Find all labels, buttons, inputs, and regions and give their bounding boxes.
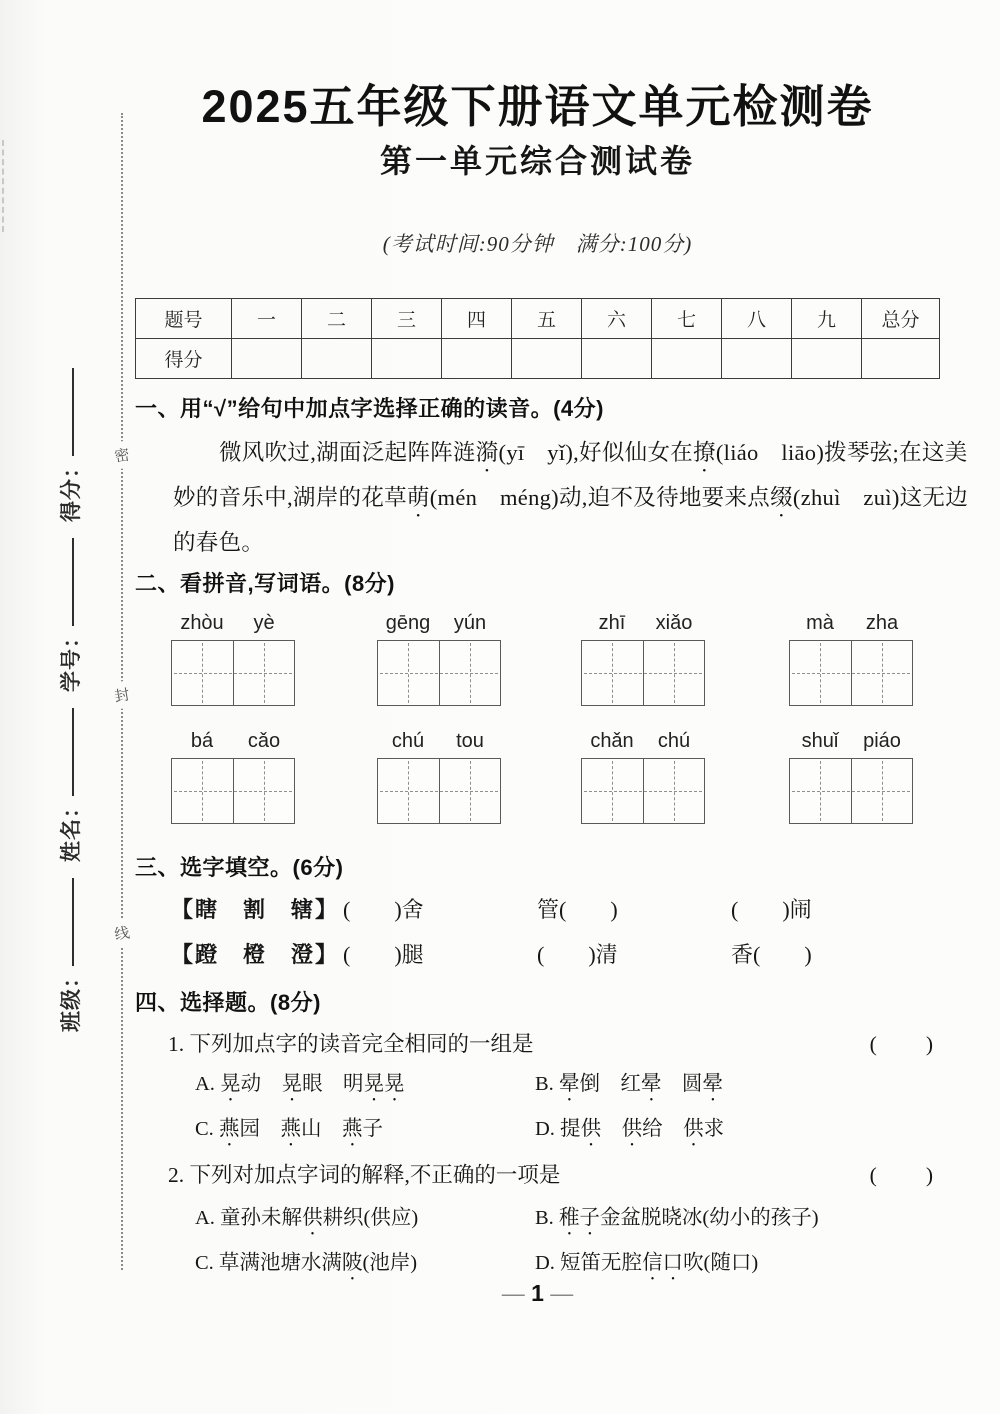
pinyin-word-group: [581, 612, 705, 706]
pinyin-word-group: [171, 612, 295, 706]
score-table: [135, 298, 940, 379]
emphasized-char: 撩: [693, 440, 716, 465]
student-info-field-label: 得分：: [60, 456, 83, 522]
write-cell: [233, 641, 295, 705]
student-info-field-label: 班级：: [60, 966, 83, 1032]
emphasized-char: 供: [683, 1118, 704, 1140]
pinyin-row-1: [135, 612, 940, 714]
choice-characters: 【蹬 橙 澄】: [171, 942, 340, 967]
fill-blank-item: ( )清: [537, 942, 618, 967]
question-1-stem: 1. 下列加点字的读音完全相同的一组是: [168, 1032, 534, 1056]
answer-option: C. 草满池塘水满陂(池岸): [195, 1252, 418, 1274]
emphasized-char: 供: [302, 1207, 323, 1229]
write-cell: [172, 641, 233, 705]
fill-blank-row-2: [171, 938, 940, 969]
score-input-cell: [232, 339, 302, 379]
character-write-box: [377, 640, 501, 706]
character-write-box: [171, 640, 295, 706]
pinyin-syllable: mà: [806, 612, 834, 634]
write-cell: [790, 759, 851, 823]
score-input-cell: [512, 339, 582, 379]
write-cell: [582, 759, 643, 823]
student-info-field: [60, 368, 83, 522]
student-info-field-blank: [70, 878, 74, 966]
section1-score: (4分): [553, 396, 604, 421]
pinyin-syllable: bá: [190, 730, 214, 752]
score-table-header-cell: 七: [652, 299, 722, 339]
score-input-cell: [582, 339, 652, 379]
pinyin-labels: [171, 612, 295, 640]
choice-characters: 【瞎 割 辖】: [171, 897, 340, 922]
emphasized-char: 燕: [341, 1118, 363, 1140]
fill-blank-row-1: [171, 893, 940, 924]
section4-heading-text: 四、选择题。: [135, 990, 271, 1015]
pinyin-syllable: zha: [865, 612, 899, 634]
emphasized-char: 晃: [281, 1073, 303, 1095]
pinyin-word-group: [377, 612, 501, 706]
answer-option: B. 稚子金盆脱晓冰(幼小的孩子): [535, 1207, 819, 1229]
student-info-field: [60, 538, 83, 692]
scan-edge-artifact: [2, 140, 4, 232]
score-input-cell: [862, 339, 940, 379]
score-table-header-cell: 题号: [136, 299, 232, 339]
emphasized-char: 晕: [640, 1073, 662, 1095]
write-cell: [643, 759, 705, 823]
write-cell: [582, 641, 643, 705]
pinyin-labels: [377, 730, 501, 758]
character-write-box: [377, 758, 501, 824]
character-write-box: [581, 758, 705, 824]
score-table-header-row: [136, 299, 940, 339]
emphasized-char: 供: [621, 1118, 643, 1140]
section4-heading: [135, 986, 321, 1017]
answer-option: B. 晕倒 红晕 圆晕: [535, 1073, 723, 1095]
score-table-header-cell: 六: [582, 299, 652, 339]
section3-heading-text: 三、选字填空。: [135, 855, 293, 880]
write-cell: [172, 759, 233, 823]
section1-heading-text: 一、用“√”给句中加点字选择正确的读音。: [135, 396, 554, 421]
pinyin-syllable: gēng: [385, 612, 431, 634]
emphasized-char: 萌: [406, 485, 430, 510]
score-input-cell: [792, 339, 862, 379]
page-number-value: 1: [531, 1280, 544, 1306]
write-cell: [851, 759, 913, 823]
score-table-header-cell: 九: [792, 299, 862, 339]
seal-char-xian: 线: [111, 918, 132, 948]
question-1-stem-row: [168, 1027, 935, 1058]
emphasized-char: 晃晃: [363, 1073, 405, 1095]
character-write-box: [171, 758, 295, 824]
student-info-field: [60, 708, 83, 862]
pinyin-labels: [171, 730, 295, 758]
score-table-header-cell: 八: [722, 299, 792, 339]
pinyin-word-group: [377, 730, 501, 824]
answer-option: D. 提供 供给 供求: [535, 1118, 725, 1140]
pinyin-word-group: [789, 730, 913, 824]
seal-char-feng: 封: [111, 680, 132, 710]
section3-heading: [135, 851, 343, 882]
fill-blank-item: ( )腿: [343, 942, 424, 967]
emphasized-char: 燕: [280, 1118, 301, 1140]
passage-line: 微风吹过,湖面泛起阵阵涟漪(yī yǐ),好似仙女在撩(liáo liāo)拨琴弦;在这美: [219, 440, 968, 465]
write-cell: [643, 641, 705, 705]
write-cell: [439, 759, 501, 823]
student-info-field-blank: [70, 538, 74, 626]
fill-blank-item: ( )闹: [731, 897, 812, 922]
question-1-options: [195, 1062, 940, 1152]
page-number-right-dash: —: [550, 1280, 574, 1306]
page-number-left-dash: —: [501, 1280, 525, 1306]
pinyin-syllable: chú: [657, 730, 691, 752]
emphasized-char: 燕: [218, 1118, 240, 1140]
score-table-score-row: [136, 339, 940, 379]
character-write-box: [789, 640, 913, 706]
student-info-fields: [55, 352, 85, 1032]
character-write-box: [789, 758, 913, 824]
emphasized-char: 晕: [558, 1073, 580, 1095]
answer-option: D. 短笛无腔信口吹(随口): [535, 1252, 759, 1274]
emphasized-char: 缀: [770, 485, 793, 510]
pinyin-syllable: tou: [456, 730, 484, 752]
section1-passage: [173, 432, 969, 564]
pinyin-syllable: zhī: [598, 612, 626, 634]
pinyin-syllable: yè: [253, 612, 275, 634]
score-table-header-cell: 五: [512, 299, 582, 339]
exam-info: (考试时间:90分钟 满分:100分): [382, 232, 693, 256]
page-subtitle: 第一单元综合测试卷: [379, 143, 695, 179]
page-title: 2025五年级下册语文单元检测卷: [201, 81, 874, 132]
emphasized-char: 晃: [220, 1073, 241, 1095]
exam-content: [135, 0, 969, 1414]
question-2-options: [195, 1196, 940, 1286]
score-table-header-cell: 总分: [862, 299, 940, 339]
question-2-answer-blank: ( ): [869, 1163, 935, 1187]
question-1-answer-blank: ( ): [869, 1032, 935, 1056]
pinyin-syllable: zhòu: [180, 612, 224, 634]
write-cell: [378, 759, 439, 823]
pinyin-word-group: [171, 730, 295, 824]
pinyin-syllable: chǎn: [590, 730, 634, 752]
emphasized-char: 信口: [642, 1252, 684, 1274]
emphasized-char: 晕: [702, 1073, 723, 1095]
pinyin-labels: [581, 730, 705, 758]
pinyin-syllable: shuǐ: [801, 730, 839, 752]
student-info-field-label: 姓名：: [60, 796, 83, 862]
student-info-field: [60, 878, 83, 1032]
score-input-cell: [372, 339, 442, 379]
pinyin-labels: [377, 612, 501, 640]
score-input-cell: [652, 339, 722, 379]
section2-score: (8分): [344, 571, 396, 596]
emphasized-char: 陂: [341, 1252, 363, 1274]
pinyin-syllable: piáo: [863, 730, 901, 752]
score-input-cell: [722, 339, 792, 379]
seal-char-mi: 密: [111, 440, 132, 470]
student-info-field-blank: [70, 708, 74, 796]
passage-line: 妙的音乐中,湖岸的花草萌(mén méng)动,迫不及待地要来点缀(zhuì zuì)这无边: [173, 485, 969, 510]
emphasized-char: 稚子: [558, 1207, 600, 1229]
pinyin-word-group: [789, 612, 913, 706]
emphasized-char: 漪: [475, 440, 499, 465]
emphasized-char: 供: [580, 1118, 602, 1140]
write-cell: [378, 641, 439, 705]
section4-score: (8分): [270, 990, 321, 1015]
pinyin-syllable: xiǎo: [655, 612, 693, 634]
section2-heading: [135, 567, 395, 598]
write-cell: [439, 641, 501, 705]
answer-option: A. 童孙未解供耕织(供应): [195, 1207, 419, 1229]
pinyin-syllable: cǎo: [247, 730, 281, 752]
question-2-stem-row: [168, 1158, 935, 1189]
score-table-header-cell: 一: [232, 299, 302, 339]
fill-blank-item: 香( ): [731, 942, 812, 967]
answer-option: A. 晃动 晃眼 明晃晃: [195, 1073, 405, 1095]
write-cell: [233, 759, 295, 823]
student-info-field-blank: [70, 368, 74, 456]
fill-blank-item: 管( ): [537, 897, 618, 922]
section1-heading: [135, 392, 604, 423]
score-input-cell: [442, 339, 512, 379]
pinyin-syllable: yún: [453, 612, 487, 634]
score-input-cell: [302, 339, 372, 379]
question-2-stem: 2. 下列对加点字词的解释,不正确的一项是: [168, 1163, 561, 1187]
character-write-box: [581, 640, 705, 706]
pinyin-labels: [581, 612, 705, 640]
fill-blank-item: ( )舍: [343, 897, 424, 922]
section2-heading-text: 二、看拼音,写词语。: [135, 571, 345, 596]
pinyin-row-2: [135, 730, 940, 832]
score-table-header-cell: 三: [372, 299, 442, 339]
score-table-header-cell: 四: [442, 299, 512, 339]
pinyin-labels: [789, 612, 913, 640]
pinyin-word-group: [581, 730, 705, 824]
pinyin-syllable: chú: [391, 730, 425, 752]
passage-line: 的春色。: [173, 530, 265, 555]
page-number: [135, 1280, 940, 1307]
score-table-row-label: 得分: [136, 339, 232, 379]
write-cell: [790, 641, 851, 705]
score-table-header-cell: 二: [302, 299, 372, 339]
pinyin-labels: [789, 730, 913, 758]
answer-option: C. 燕园 燕山 燕子: [195, 1118, 383, 1140]
student-info-field-label: 学号：: [60, 626, 83, 692]
section3-score: (6分): [292, 855, 344, 880]
write-cell: [851, 641, 913, 705]
